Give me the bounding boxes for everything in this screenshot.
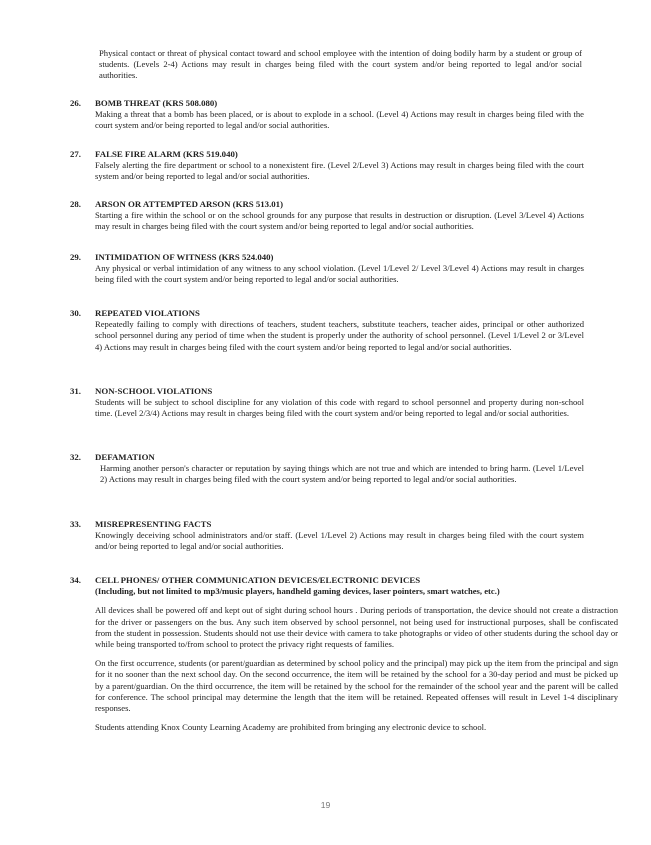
section-number: 34.	[70, 575, 81, 585]
section-text: Any physical or verbal intimidation of any witness to any school violation. (Level 1/Level 2/ Level 3/Level 4) Actions may result in charges being filed with the court system and/or being reported to legal and/or social authorities.	[95, 263, 584, 285]
section-title: MISREPRESENTING FACTS	[95, 519, 212, 529]
section-number: 28.	[70, 199, 81, 209]
section-subtitle: (Including, but not limited to mp3/music players, handheld gaming devices, laser pointers, smart watches, etc.)	[95, 586, 500, 597]
section-number: 26.	[70, 98, 81, 108]
section-title: BOMB THREAT (KRS 508.080)	[95, 98, 218, 108]
section-text: Harming another person's character or reputation by saying things which are not true and which are intended to bring harm. (Level 1/Level 2) Actions may result in charges being filed with the court system and/or being reported to legal and/or social authorities.	[100, 463, 584, 485]
section-text: Making a threat that a bomb has been placed, or is about to explode in a school. (Level 4) Actions may result in charges being filed with the court system and/or being reported to legal and/or social authorities.	[95, 109, 584, 131]
section-title: NON-SCHOOL VIOLATIONS	[95, 386, 213, 396]
section-paragraph-3: Students attending Knox County Learning Academy are prohibited from bringing any electronic device to school.	[95, 722, 487, 733]
section-text: Starting a fire within the school or on the school grounds for any purpose that results in destruction or disruption. (Level 3/Level 4) Actions may result in charges being filed with the court system and/or being reported to legal and/or social authorities.	[95, 210, 584, 232]
section-title: DEFAMATION	[95, 452, 155, 462]
section-number: 33.	[70, 519, 81, 529]
section-number: 32.	[70, 452, 81, 462]
section-text: Students will be subject to school discipline for any violation of this code with regard to school personnel and property during non-school time. (Level 2/3/4) Actions may result in charges being filed with the court system and/or being reported to legal and/or social authorities.	[95, 397, 584, 419]
section-text: Repeatedly failing to comply with directions of teachers, student teachers, substitute teachers, teacher aides, principal or other authorized school personnel during any period of time when the student is properly under the authority of school personnel. (Level 1/Level 2 or 3/Level 4) Actions may result in charges being filed with the court system and/or being reported to legal and/or social authorities.	[95, 319, 584, 352]
page-number: 19	[320, 800, 331, 810]
section-paragraph-1: All devices shall be powered off and kept out of sight during school hours . During periods of transportation, the device should not create a distraction for the driver or passengers on the bus. Any such item observed by school personnel, not being used for instructional purposes, shall be confiscated from the student in possession. Students should not use their device with camera to take photographs or video of other students during the school day or while being transported to/from school to protect the privacy right requests of families.	[95, 605, 618, 650]
section-text: Falsely alerting the fire department or school to a nonexistent fire. (Level 2/Level 3) Actions may result in charges being filed with the court system and/or being reported to legal and/or social authorities.	[95, 160, 584, 182]
section-number: 30.	[70, 308, 81, 318]
section-title: FALSE FIRE ALARM (KRS 519.040)	[95, 149, 238, 159]
section-number: 31.	[70, 386, 81, 396]
section-title: CELL PHONES/ OTHER COMMUNICATION DEVICES/ELECTRONIC DEVICES	[95, 575, 421, 585]
section-title: INTIMIDATION OF WITNESS (KRS 524.040)	[95, 252, 274, 262]
section-paragraph-2: On the first occurrence, students (or parent/guardian as determined by school policy and the principal) may pick up the item from the principal and sign for it no sooner than the next school day. On the second occurrence, the item will be retained by the school for a 30-day period and must be picked up by a parent/guardian. On the third occurrence, the item will be retained by the school for the remainder of the school year and the parent will be called for conference. The school principal may determine the length that the item will be retained. Repeated offenses will result in Level 1-4 disciplinary responses.	[95, 658, 618, 714]
section-number: 27.	[70, 149, 81, 159]
section-title: ARSON OR ATTEMPTED ARSON (KRS 513.01)	[95, 199, 284, 209]
section-number: 29.	[70, 252, 81, 262]
section-title: REPEATED VIOLATIONS	[95, 308, 200, 318]
intro-paragraph: Physical contact or threat of physical contact toward and school employee with the intention of doing bodily harm by a student or group of students. (Levels 2-4) Actions may result in charges being filed with the court system and/or being reported to legal and/or social authorities.	[99, 48, 582, 81]
section-text: Knowingly deceiving school administrators and/or staff. (Level 1/Level 2) Actions may result in charges being filed with the court system and/or being reported to legal and/or social authorities.	[95, 530, 584, 552]
